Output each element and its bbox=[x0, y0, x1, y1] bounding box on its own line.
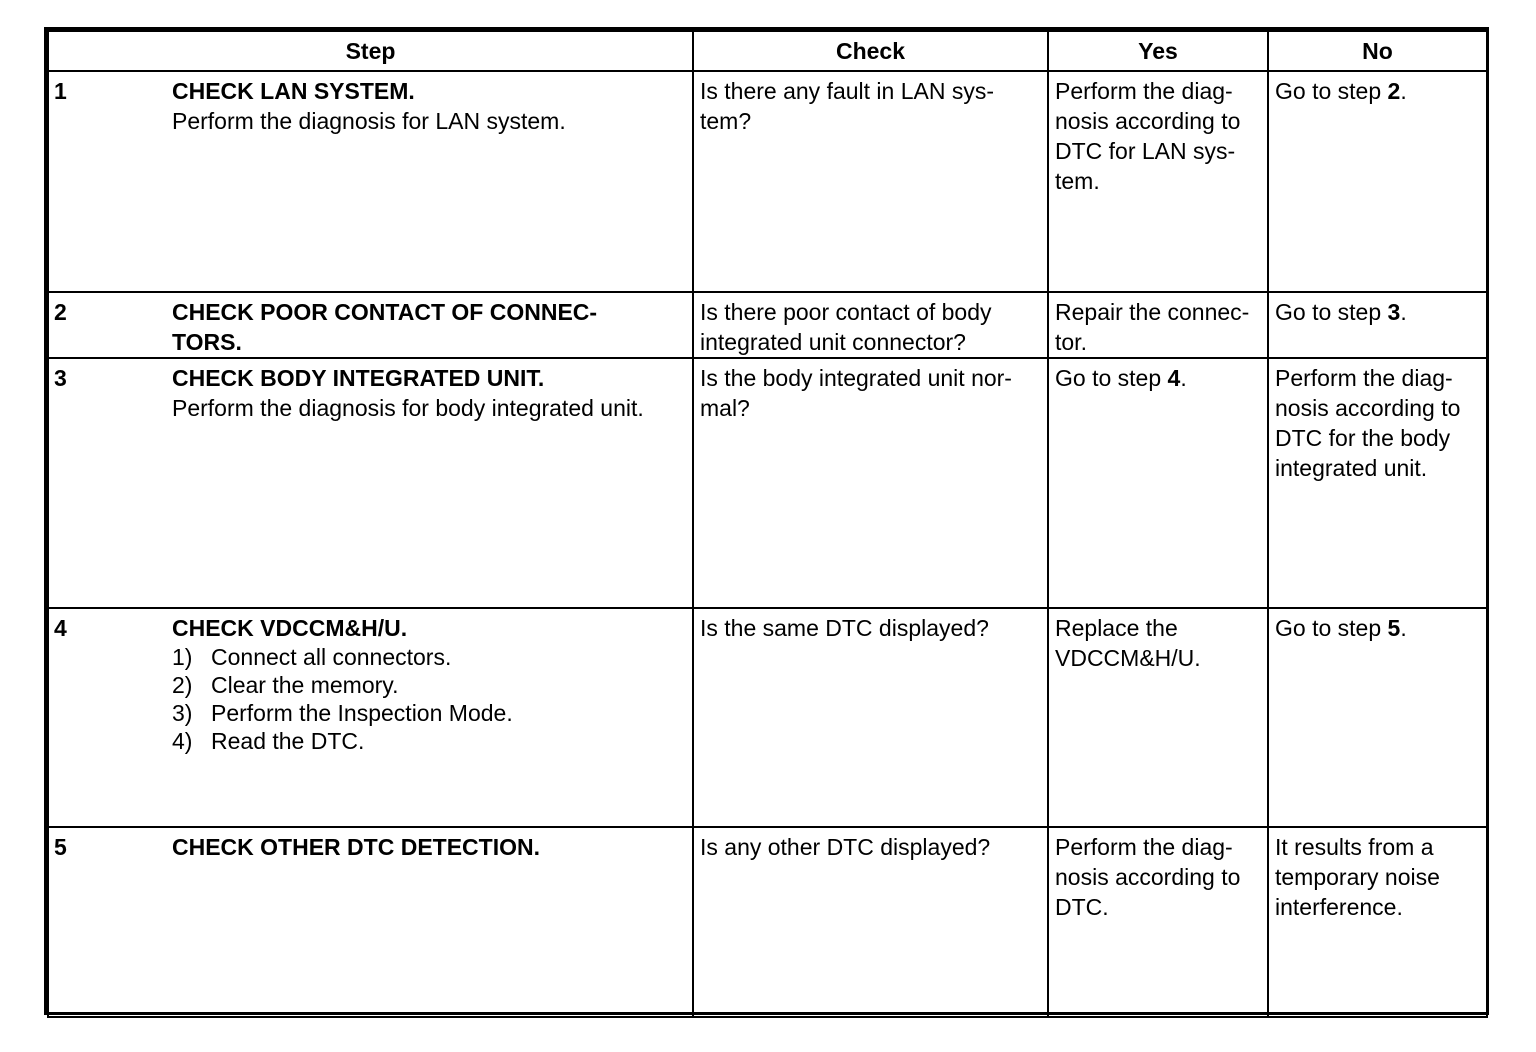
step-reference: 5 bbox=[1387, 615, 1401, 641]
step-cell bbox=[48, 827, 693, 1017]
yes-line: tem. bbox=[1055, 168, 1100, 194]
no-cell bbox=[1268, 827, 1487, 1017]
check-cell bbox=[693, 292, 1048, 358]
header-yes: Yes bbox=[1048, 31, 1268, 71]
check-line: Is any other DTC displayed? bbox=[700, 834, 991, 860]
step-title: CHECK POOR CONTACT OF CONNEC- bbox=[172, 299, 598, 325]
check-cell bbox=[693, 608, 1048, 827]
step-title: TORS. bbox=[172, 329, 242, 355]
step-description: Perform the diagnosis for LAN system. bbox=[172, 108, 566, 134]
check-cell bbox=[693, 358, 1048, 608]
substep-number: 1) bbox=[172, 644, 193, 670]
table-row bbox=[48, 827, 1487, 1017]
header-check: Check bbox=[693, 31, 1048, 71]
step-reference: 4 bbox=[1167, 365, 1181, 391]
step-title: CHECK LAN SYSTEM. bbox=[172, 78, 415, 104]
yes-line: VDCCM&H/U. bbox=[1055, 645, 1201, 671]
no-line: Perform the diag- bbox=[1275, 365, 1453, 391]
no-text-suffix: . bbox=[1400, 78, 1407, 104]
step-body bbox=[172, 293, 692, 357]
step-body bbox=[172, 828, 692, 862]
yes-line: Replace the bbox=[1055, 615, 1178, 641]
step-number: 4 bbox=[54, 615, 67, 641]
step-cell bbox=[48, 608, 693, 827]
step-title: CHECK OTHER DTC DETECTION. bbox=[172, 834, 540, 860]
yes-line: nosis according to bbox=[1055, 864, 1241, 890]
no-text-suffix: . bbox=[1400, 615, 1407, 641]
header-no: No bbox=[1268, 31, 1487, 71]
table-row bbox=[48, 358, 1487, 608]
check-line: integrated unit connector? bbox=[700, 329, 966, 355]
substep-item bbox=[172, 699, 684, 727]
yes-line: Repair the connec- bbox=[1055, 299, 1250, 325]
step-cell bbox=[48, 292, 693, 358]
step-reference: 3 bbox=[1387, 299, 1401, 325]
substep-number: 3) bbox=[172, 700, 193, 726]
yes-cell bbox=[1048, 608, 1268, 827]
table-row bbox=[48, 292, 1487, 358]
substep-item bbox=[172, 671, 684, 699]
yes-text-suffix: . bbox=[1180, 365, 1187, 391]
yes-text: Go to step bbox=[1055, 365, 1168, 391]
step-cell bbox=[48, 358, 693, 608]
yes-line: Perform the diag- bbox=[1055, 834, 1233, 860]
yes-line: DTC. bbox=[1055, 894, 1109, 920]
header-step: Step bbox=[48, 31, 693, 71]
step-title: CHECK BODY INTEGRATED UNIT. bbox=[172, 365, 545, 391]
no-line: It results from a bbox=[1275, 834, 1434, 860]
check-line: Is the body integrated unit nor- bbox=[700, 365, 1012, 391]
step-title: CHECK VDCCM&H/U. bbox=[172, 615, 408, 641]
yes-line: DTC for LAN sys- bbox=[1055, 138, 1236, 164]
step-number: 5 bbox=[54, 834, 67, 860]
no-line: DTC for the body bbox=[1275, 425, 1451, 451]
substep-text: Read the DTC. bbox=[211, 728, 365, 754]
substep-text: Connect all connectors. bbox=[211, 644, 452, 670]
yes-cell bbox=[1048, 292, 1268, 358]
check-cell bbox=[693, 827, 1048, 1017]
step-number: 3 bbox=[54, 365, 67, 391]
check-line: tem? bbox=[700, 108, 752, 134]
check-cell bbox=[693, 71, 1048, 292]
no-text-suffix: . bbox=[1400, 299, 1407, 325]
yes-cell bbox=[1048, 358, 1268, 608]
substep-number: 2) bbox=[172, 672, 193, 698]
no-text: Go to step bbox=[1275, 615, 1388, 641]
step-description: Perform the diagnosis for body integrated unit. bbox=[172, 395, 644, 421]
step-body bbox=[172, 609, 692, 755]
check-line: mal? bbox=[700, 395, 750, 421]
no-text: Go to step bbox=[1275, 299, 1388, 325]
substep-list bbox=[172, 643, 684, 755]
no-cell bbox=[1268, 608, 1487, 827]
check-line: Is there poor contact of body bbox=[700, 299, 992, 325]
substep-text: Clear the memory. bbox=[211, 672, 399, 698]
no-text: Go to step bbox=[1275, 78, 1388, 104]
check-line: Is the same DTC displayed? bbox=[700, 615, 989, 641]
no-cell bbox=[1268, 71, 1487, 292]
yes-cell bbox=[1048, 71, 1268, 292]
diagnosis-table bbox=[47, 30, 1488, 1018]
table-row bbox=[48, 608, 1487, 827]
header-row bbox=[48, 31, 1487, 71]
no-line: temporary noise bbox=[1275, 864, 1440, 890]
substep-number: 4) bbox=[172, 728, 193, 754]
check-line: Is there any fault in LAN sys- bbox=[700, 78, 995, 104]
step-reference: 2 bbox=[1387, 78, 1401, 104]
substep-item bbox=[172, 727, 684, 755]
step-cell bbox=[48, 71, 693, 292]
no-line: nosis according to bbox=[1275, 395, 1461, 421]
diagnosis-table-frame bbox=[44, 27, 1489, 1015]
no-line: interference. bbox=[1275, 894, 1403, 920]
step-number: 2 bbox=[54, 299, 67, 325]
step-number: 1 bbox=[54, 78, 67, 104]
no-cell bbox=[1268, 358, 1487, 608]
step-body bbox=[172, 359, 692, 423]
no-cell bbox=[1268, 292, 1487, 358]
yes-line: Perform the diag- bbox=[1055, 78, 1233, 104]
step-body bbox=[172, 72, 692, 136]
yes-line: nosis according to bbox=[1055, 108, 1241, 134]
no-line: integrated unit. bbox=[1275, 455, 1428, 481]
table-row bbox=[48, 71, 1487, 292]
yes-line: tor. bbox=[1055, 329, 1087, 355]
substep-item bbox=[172, 643, 684, 671]
substep-text: Perform the Inspection Mode. bbox=[211, 700, 513, 726]
yes-cell bbox=[1048, 827, 1268, 1017]
